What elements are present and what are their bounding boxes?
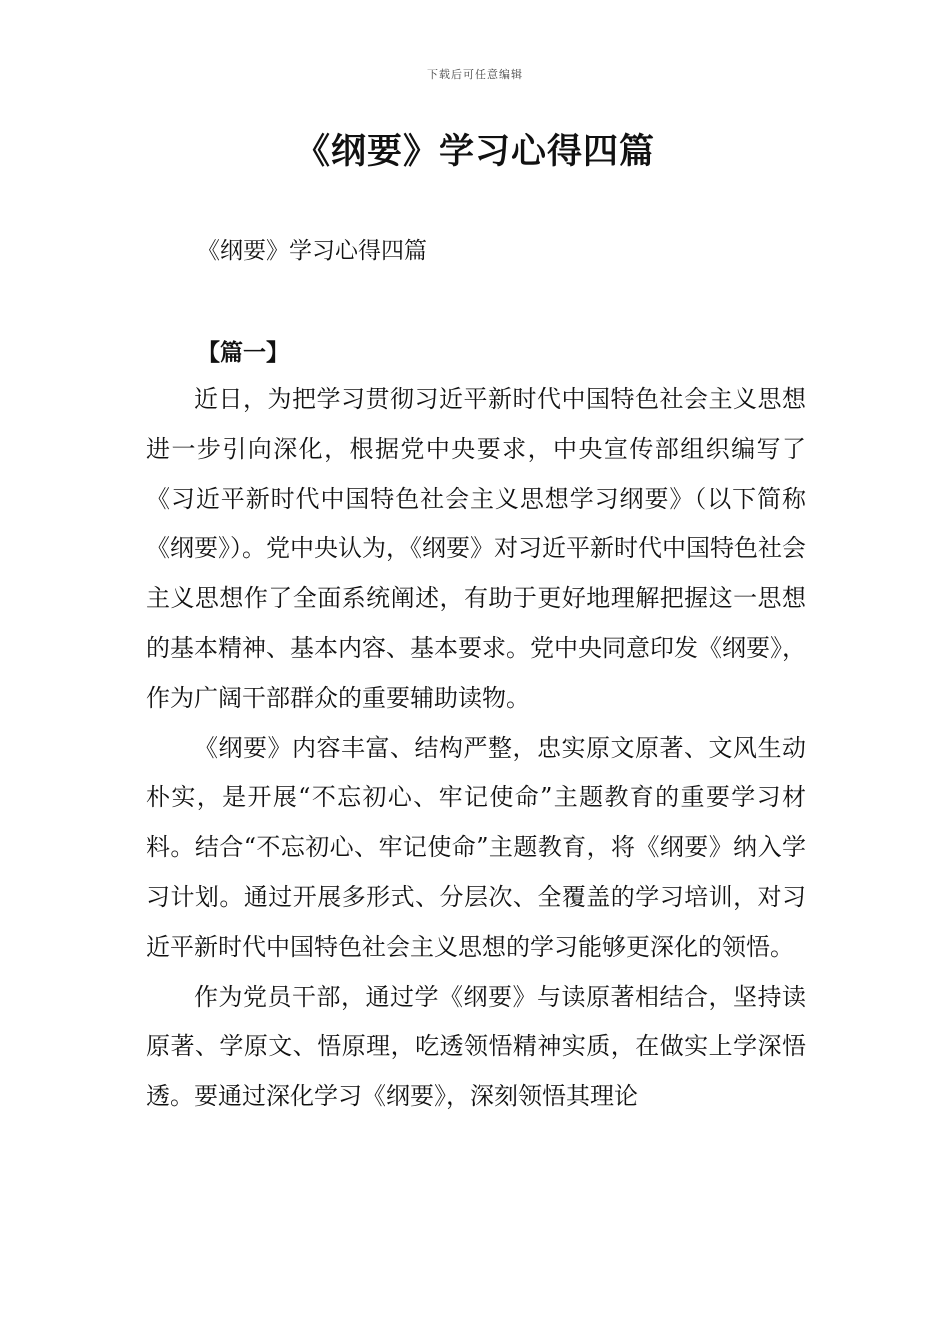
paragraph: 作为党员干部，通过学《纲要》与读原著相结合，坚持读原著、学原文、悟原理，吃透领悟精神实质，在做实上学深悟透。要通过深化学习《纲要》，深刻领悟其理论 [146, 982, 806, 1111]
section-label: 【篇一】 [197, 339, 289, 366]
page-title: 《纲要》学习心得四篇 [294, 132, 655, 172]
document-subtitle: 《纲要》学习心得四篇 [197, 238, 427, 264]
header-note: 下载后可任意编辑 [427, 68, 523, 81]
body-text [146, 375, 806, 1122]
paragraph: 《纲要》内容丰富、结构严整，忠实原文原著、文风生动朴实，是开展“不忘初心、牢记使命”主题教育的重要学习材料。结合“不忘初心、牢记使命”主题教育，将《纲要》纳入学习计划。通过开展多形式、分层次、全覆盖的学习培训，对习近平新时代中国特色社会主义思想的学习能够更深化的领悟。 [146, 733, 806, 961]
paragraph: 近日，为把学习贯彻习近平新时代中国特色社会主义思想进一步引向深化，根据党中央要求，中央宣传部组织编写了《习近平新时代中国特色社会主义思想学习纲要》（以下简称《纲要》）。党中央认为，《纲要》对习近平新时代中国特色社会主义思想作了全面系统阐述，有助于更好地理解把握这一思想的基本精神、基本内容、基本要求。党中央同意印发《纲要》，作为广阔干部群众的重要辅助读物。 [146, 385, 806, 712]
